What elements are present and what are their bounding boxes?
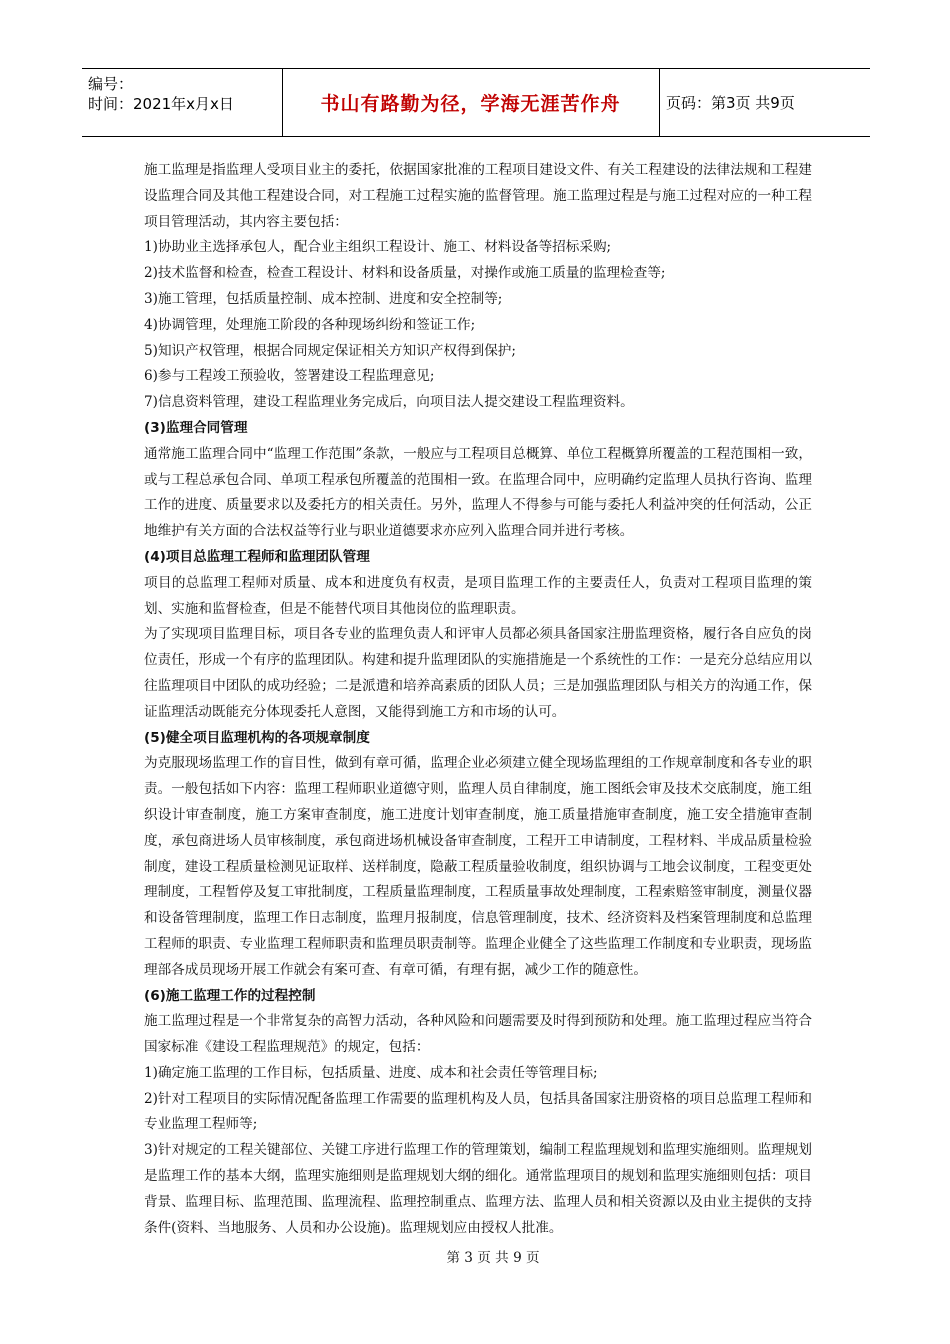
section-heading: (6)施工监理工作的过程控制 <box>144 987 316 1004</box>
paragraph: 3)针对规定的工程关键部位、关键工序进行监理工作的管理策划，编制工程监理规划和监理实施细则。监理规划是监理工作的基本大纲，监理实施细则是监理规划大纲的细化。通常监理项目的规划和监理实施细则包括：项目背景、监理目标、监理范围、监理流程、监理控制重点、监理方法、监理人员和相关资源以及由业主提供的支持条件(资料、当地服务、人员和办公设施)。监理规划应由授权人批准。 <box>144 1142 812 1236</box>
document-time-label: 时间：2021年x月x日 <box>88 95 234 113</box>
paragraph: 1)确定施工监理的工作目标，包括质量、进度、成本和社会责任等管理目标; <box>144 1064 598 1081</box>
header-page-info: 页码：第3页 共9页 <box>666 94 795 112</box>
paragraph: 通常施工监理合同中“监理工作范围”条款，一般应与工程项目总概算、单位工程概算所覆盖的工程范围相一致，或与工程总承包合同、单项工程承包所覆盖的范围相一致。在监理合同中，应明确约定监理人员执行咨询、监理工作的进度、质量要求以及委托方的相关责任。另外，监理人不得参与可能与委托人利益冲突的任何活动，公正地维护有关方面的合法权益等行业与职业道德要求亦应列入监理合同并进行考核。 <box>144 445 812 540</box>
paragraph: 2)针对工程项目的实际情况配备监理工作需要的监理机构及人员，包括具备国家注册资格的项目总监理工程师和专业监理工程师等; <box>144 1090 812 1133</box>
header-motto: 书山有路勤为径，学海无涯苦作舟 <box>320 93 621 115</box>
page-header <box>82 68 870 137</box>
paragraph: 5)知识产权管理，根据合同规定保证相关方知识产权得到保护; <box>144 342 516 359</box>
header-meta <box>82 69 282 136</box>
section-heading: (5)健全项目监理机构的各项规章制度 <box>144 729 370 746</box>
paragraph: 3)施工管理，包括质量控制、成本控制、进度和安全控制等; <box>144 290 503 307</box>
header-page-cell <box>660 69 870 136</box>
paragraph: 7)信息资料管理，建设工程监理业务完成后，向项目法人提交建设工程监理资料。 <box>144 394 634 411</box>
header-motto-cell <box>283 69 658 136</box>
document-number-label: 编号： <box>88 75 134 93</box>
paragraph: 项目的总监理工程师对质量、成本和进度负有权责，是项目监理工作的主要责任人，负责对工程项目监理的策划、实施和监督检查，但是不能替代项目其他岗位的监理职责。 <box>144 574 812 617</box>
page-footer: 第 3 页 共 9 页 <box>446 1250 540 1266</box>
section-heading: (3)监理合同管理 <box>144 419 248 436</box>
document-body <box>144 158 812 1241</box>
paragraph: 1)协助业主选择承包人，配合业主组织工程设计、施工、材料设备等招标采购; <box>144 239 612 256</box>
paragraph: 6)参与工程竣工预验收，签署建设工程监理意见; <box>144 368 435 385</box>
paragraph: 为了实现项目监理目标，项目各专业的监理负责人和评审人员都必须具备国家注册监理资格，履行各自应负的岗位责任，形成一个有序的监理团队。构建和提升监理团队的实施措施是一个系统性的工作：一是充分总结应用以往监理项目中团队的成功经验；二是派遣和培养高素质的团队人员；三是加强监理团队与相关方的沟通工作，保证监理活动既能充分体现委托人意图，又能得到施工方和市场的认可。 <box>144 626 812 720</box>
paragraph: 施工监理过程是一个非常复杂的高智力活动，各种风险和问题需要及时得到预防和处理。施工监理过程应当符合国家标准《建设工程监理规范》的规定，包括： <box>144 1013 812 1056</box>
paragraph: 施工监理是指监理人受项目业主的委托，依据国家批准的工程项目建设文件、有关工程建设的法律法规和工程建设监理合同及其他工程建设合同，对工程施工过程实施的监督管理。施工监理过程是与施工过程对应的一种工程项目管理活动，其内容主要包括： <box>144 162 812 230</box>
section-heading: (4)项目总监理工程师和监理团队管理 <box>144 548 370 565</box>
paragraph: 4)协调管理，处理施工阶段的各种现场纠纷和签证工作; <box>144 316 476 333</box>
paragraph: 2)技术监督和检查，检查工程设计、材料和设备质量，对操作或施工质量的监理检查等; <box>144 265 666 282</box>
paragraph: 为克服现场监理工作的盲目性，做到有章可循，监理企业必须建立健全现场监理组的工作规章制度和各专业的职责。一般包括如下内容：监理工程师职业道德守则，监理人员自律制度，施工图纸会审及技术交底制度，施工组织设计审查制度，施工方案审查制度，施工进度计划审查制度，施工质量措施审查制度，施工安全措施审查制度，承包商进场人员审核制度，承包商进场机械设备审查制度，工程开工申请制度，工程材料、半成品质量检验制度，建设工程质量检测见证取样、送样制度，隐蔽工程质量验收制度，组织协调与工地会议制度，工程变更处理制度，工程暂停及复工审批制度，工程质量监理制度，工程质量事故处理制度，工程索赔签审制度，测量仪器和设备管理制度，监理工作日志制度，监理月报制度，信息管理制度，技术、经济资料及档案管理制度和总监理工程师的职责、专业监理工程师职责和监理员职责制等。监理企业健全了这些监理工作制度和专业职责，现场监理部各成员现场开展工作就会有案可查、有章可循，有理有据，减少工作的随意性。 <box>144 755 812 978</box>
